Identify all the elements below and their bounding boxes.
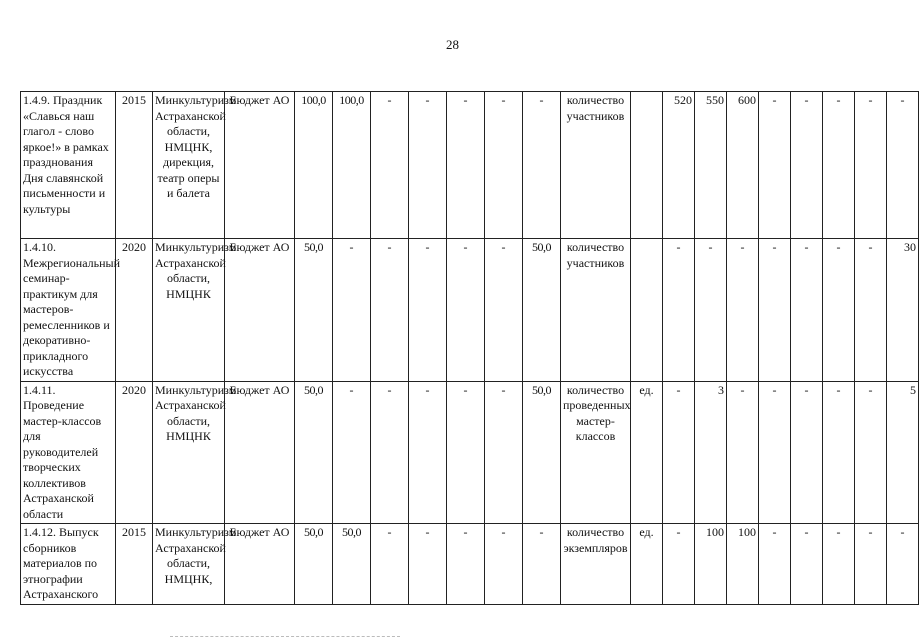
executor-cell: Минкультуризм Астраханской области, НМЦНК, дирекция, театр оперы и балета (153, 92, 225, 239)
indicator-value-cell: - (727, 381, 759, 524)
funding-cell: - (409, 381, 447, 524)
funding-cell: 50,0 (295, 239, 333, 382)
funding-cell: - (447, 381, 485, 524)
funding-cell: - (447, 92, 485, 239)
indicator-value-cell: - (727, 239, 759, 382)
indicator-value-cell: - (663, 381, 695, 524)
funding-cell: - (523, 92, 561, 239)
indicator-value-cell: - (855, 524, 887, 605)
indicator-value-cell: - (823, 239, 855, 382)
activity-cell: 1.4.9. Праздник «Славься наш глагол - слово яркое!» в рамках празднования Дня славянской письменности и культуры (21, 92, 116, 239)
unit-cell (631, 92, 663, 239)
indicator-cell: количество участников (561, 239, 631, 382)
funding-source-cell: Бюджет АО (225, 92, 295, 239)
activity-cell: 1.4.12. Выпуск сборников материалов по этнографии Астраханского (21, 524, 116, 605)
year-cell: 2020 (116, 239, 153, 382)
activity-cell: 1.4.11. Проведение мастер-классов для руководителей творческих коллективов Астраханской области (21, 381, 116, 524)
indicator-cell: количество участников (561, 92, 631, 239)
funding-cell: 100,0 (295, 92, 333, 239)
indicator-value-cell: 5 (887, 381, 919, 524)
indicator-value-cell: - (855, 239, 887, 382)
indicator-value-cell: - (759, 92, 791, 239)
indicator-value-cell: - (791, 381, 823, 524)
funding-cell: - (447, 524, 485, 605)
funding-cell: - (485, 381, 523, 524)
unit-cell: ед. (631, 381, 663, 524)
funding-cell: - (409, 239, 447, 382)
table-row (21, 239, 919, 382)
indicator-value-cell: - (855, 92, 887, 239)
indicator-cell: количество проведенных мастер-классов (561, 381, 631, 524)
funding-cell: - (409, 524, 447, 605)
indicator-cell: количество экземпляров (561, 524, 631, 605)
funding-cell: - (409, 92, 447, 239)
indicator-value-cell: 100 (695, 524, 727, 605)
funding-cell: 50,0 (523, 381, 561, 524)
indicator-value-cell: - (887, 524, 919, 605)
indicator-value-cell: - (663, 239, 695, 382)
indicator-value-cell: - (759, 381, 791, 524)
indicator-value-cell: - (791, 92, 823, 239)
funding-cell: - (333, 381, 371, 524)
funding-cell: - (371, 524, 409, 605)
funding-cell: - (485, 92, 523, 239)
indicator-value-cell: - (791, 239, 823, 382)
indicator-value-cell: - (887, 92, 919, 239)
table-row (21, 524, 919, 605)
funding-cell: 50,0 (523, 239, 561, 382)
executor-cell: Минкультуризм Астраханской области, НМЦНК (153, 381, 225, 524)
activity-cell: 1.4.10. Межрегиональный семинар-практикум для мастеров-ремесленников и декоративно-прикладного искусства (21, 239, 116, 382)
indicator-value-cell: - (791, 524, 823, 605)
funding-cell: - (523, 524, 561, 605)
funding-cell: 50,0 (333, 524, 371, 605)
unit-cell: ед. (631, 524, 663, 605)
funding-cell: - (371, 239, 409, 382)
indicator-value-cell: - (663, 524, 695, 605)
table-row (21, 92, 919, 239)
indicator-value-cell: - (823, 524, 855, 605)
funding-cell: - (485, 524, 523, 605)
funding-cell: - (333, 239, 371, 382)
indicator-value-cell: - (759, 239, 791, 382)
program-activities-table (20, 91, 919, 605)
funding-cell: 100,0 (333, 92, 371, 239)
page-number: 28 (446, 37, 459, 52)
funding-source-cell: Бюджет АО (225, 524, 295, 605)
indicator-value-cell: - (855, 381, 887, 524)
funding-cell: 50,0 (295, 381, 333, 524)
indicator-value-cell: - (759, 524, 791, 605)
indicator-value-cell: 520 (663, 92, 695, 239)
table-row (21, 381, 919, 524)
indicator-value-cell: - (823, 381, 855, 524)
funding-cell: - (447, 239, 485, 382)
funding-source-cell: Бюджет АО (225, 381, 295, 524)
funding-cell: 50,0 (295, 524, 333, 605)
year-cell: 2015 (116, 92, 153, 239)
funding-cell: - (485, 239, 523, 382)
indicator-value-cell: - (695, 239, 727, 382)
year-cell: 2020 (116, 381, 153, 524)
executor-cell: Минкультуризм Астраханской области, НМЦНК (153, 239, 225, 382)
footer-rule (170, 636, 400, 637)
year-cell: 2015 (116, 524, 153, 605)
indicator-value-cell: 550 (695, 92, 727, 239)
indicator-value-cell: 30 (887, 239, 919, 382)
funding-cell: - (371, 381, 409, 524)
unit-cell (631, 239, 663, 382)
executor-cell: Минкультуризм Астраханской области, НМЦНК, (153, 524, 225, 605)
indicator-value-cell: 3 (695, 381, 727, 524)
funding-cell: - (371, 92, 409, 239)
indicator-value-cell: 600 (727, 92, 759, 239)
indicator-value-cell: - (823, 92, 855, 239)
funding-source-cell: Бюджет АО (225, 239, 295, 382)
indicator-value-cell: 100 (727, 524, 759, 605)
